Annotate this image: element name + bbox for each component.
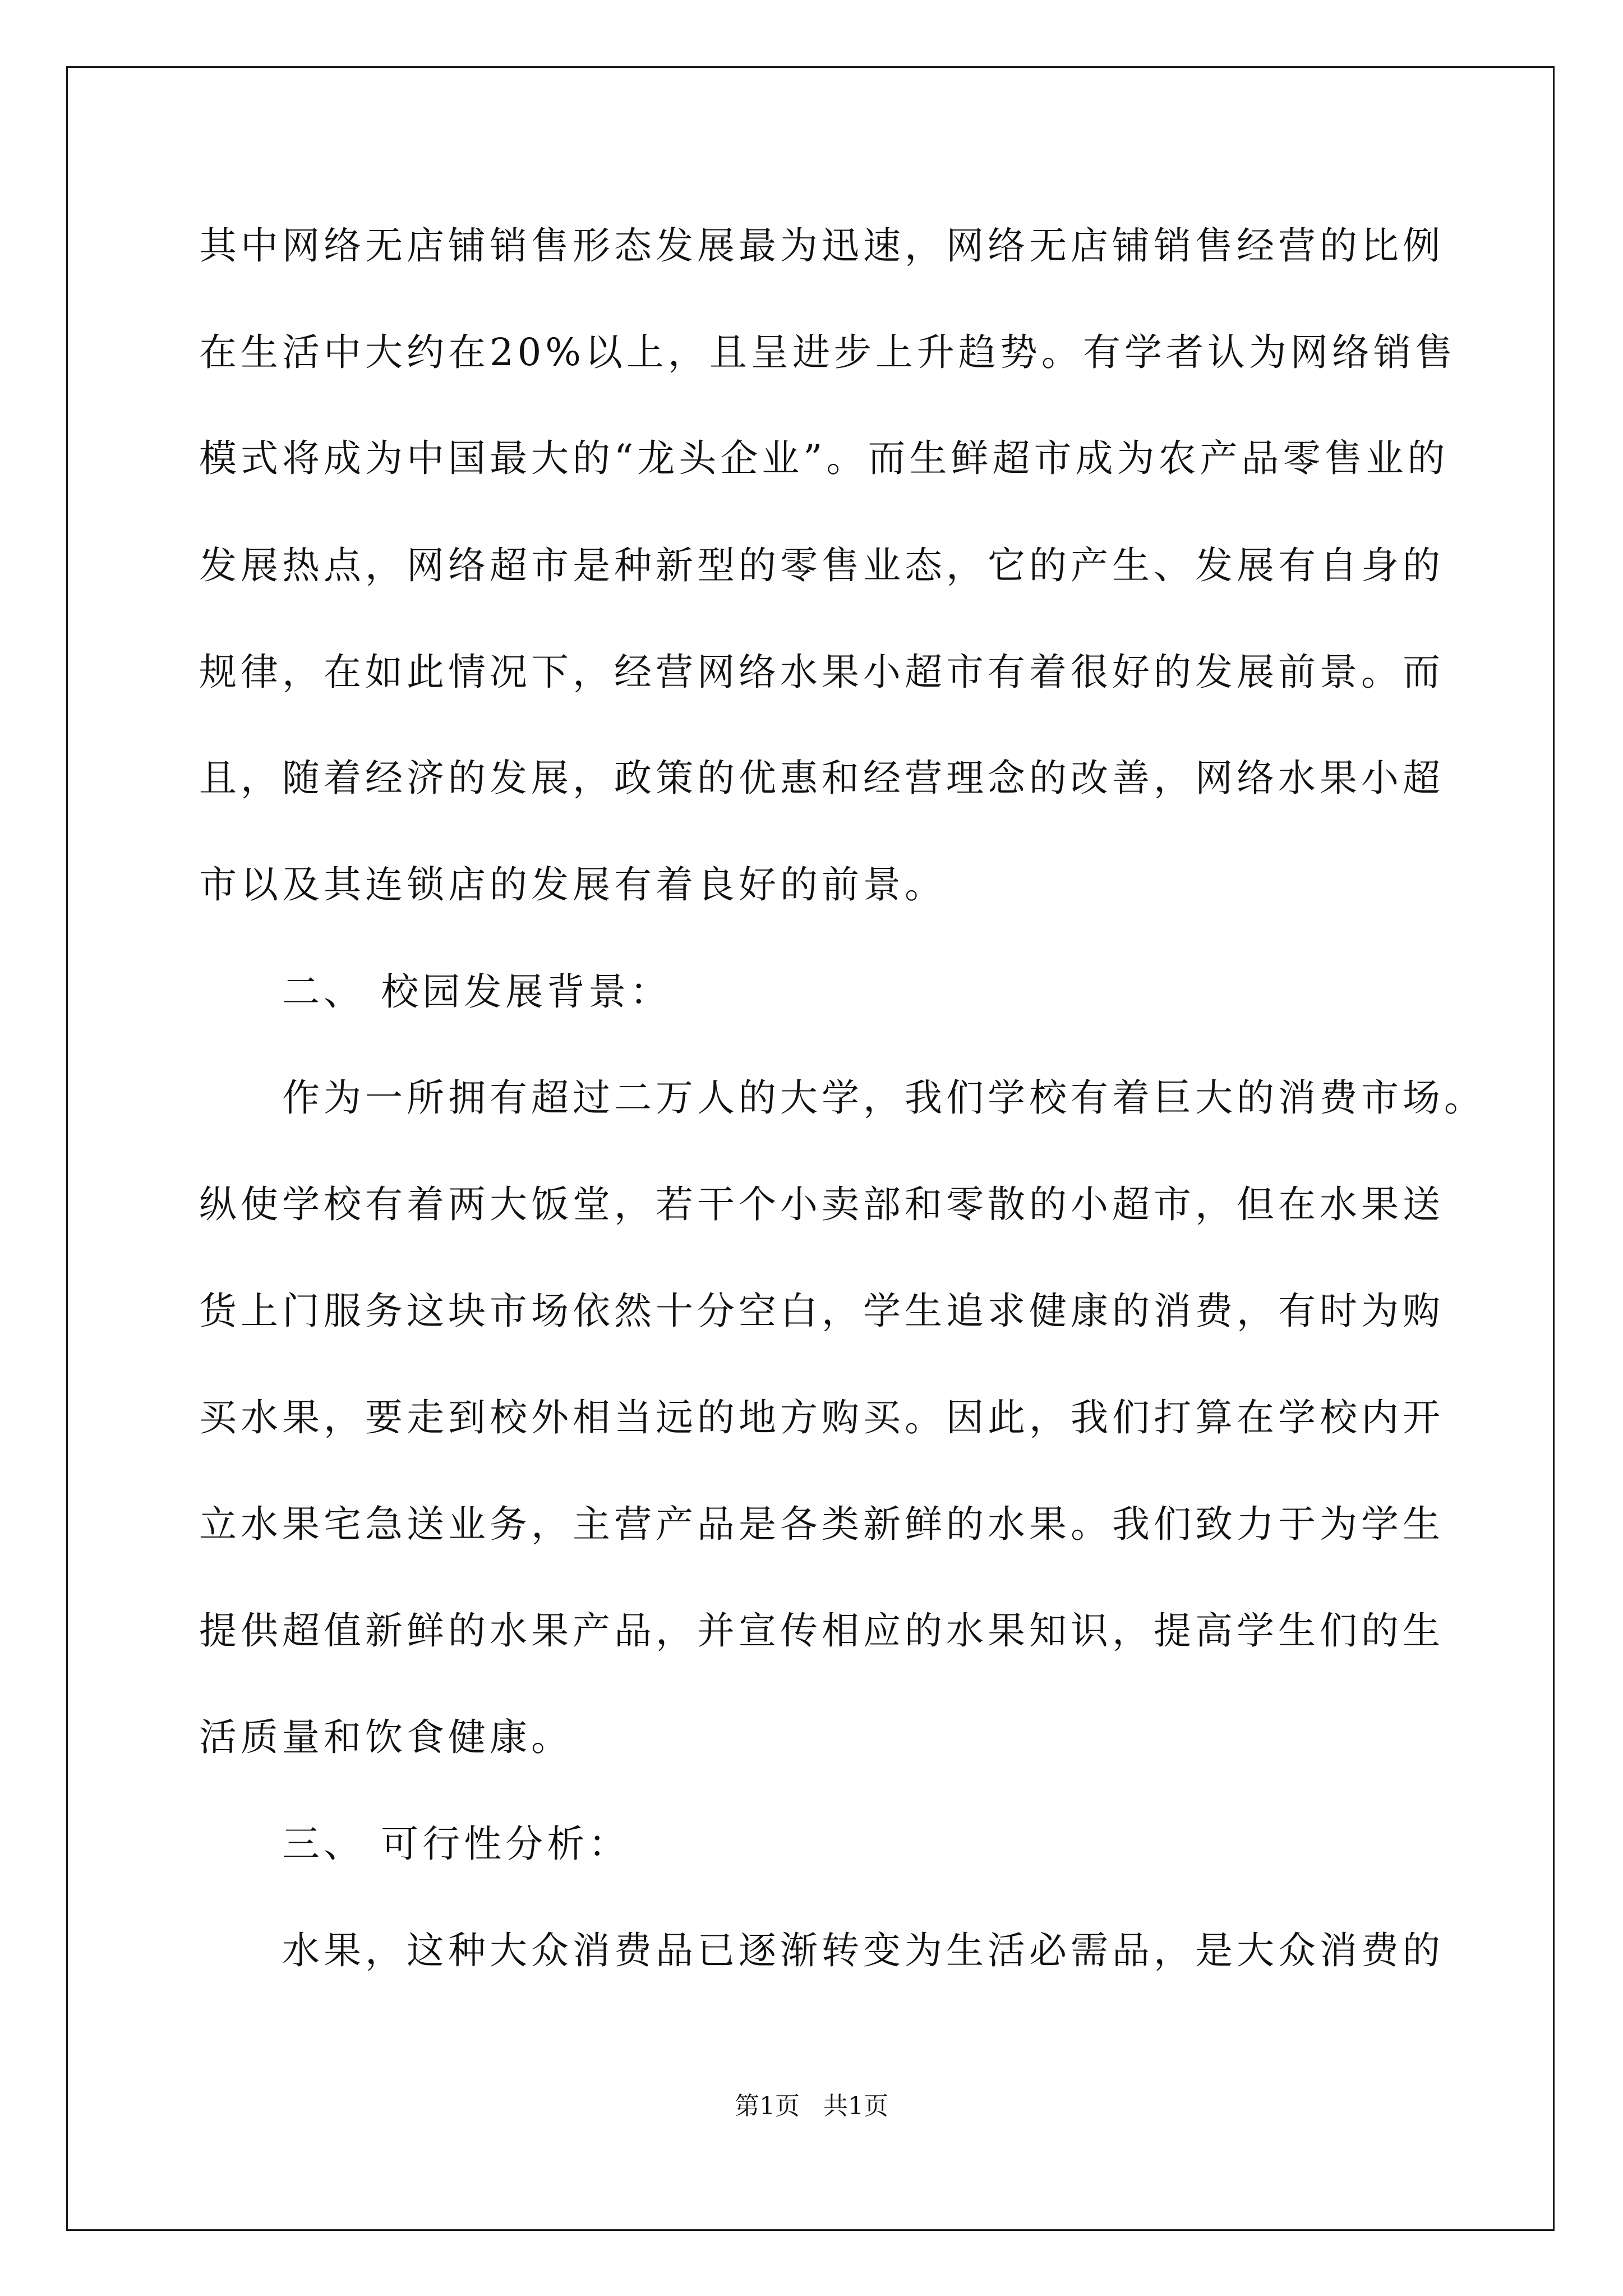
section-heading: 三、 可行性分析： [282, 1822, 630, 1866]
body-text-line: 买水果，要走到校外相当远的地方购买。因此，我们打算在学校内开 [199, 1396, 1444, 1439]
body-text-line: 提供超值新鲜的水果产品，并宣传相应的水果知识，提高学生们的生 [199, 1609, 1444, 1653]
body-text-line: 活质量和饮食健康。 [199, 1715, 573, 1759]
page-number-footer: 第1页 共1页 [735, 2092, 888, 2120]
body-text-line: 发展热点，网络超市是种新型的零售业态，它的产生、发展有自身的 [199, 544, 1444, 587]
body-text-line: 市以及其连锁店的发展有着良好的前景。 [199, 863, 946, 907]
body-text-line: 模式将成为中国最大的“龙头企业”。而生鲜超市成为农产品零售业的 [199, 436, 1449, 480]
body-text-line: 立水果宅急送业务，主营产品是各类新鲜的水果。我们致力于为学生 [199, 1502, 1444, 1546]
body-text-line: 纵使学校有着两大饭堂，若干个小卖部和零散的小超市，但在水果送 [199, 1182, 1444, 1226]
body-text-line: 作为一所拥有超过二万人的大学，我们学校有着巨大的消费市场。 [282, 1076, 1486, 1120]
body-text-line: 其中网络无店铺销售形态发展最为迅速，网络无店铺销售经营的比例 [199, 224, 1444, 268]
body-text-line: 货上门服务这块市场依然十分空白，学生追求健康的消费，有时为购 [199, 1289, 1444, 1333]
body-text-line: 水果，这种大众消费品已逐渐转变为生活必需品，是大众消费的 [282, 1929, 1444, 1972]
body-text-line: 且，随着经济的发展，政策的优惠和经营理念的改善，网络水果小超 [199, 756, 1444, 800]
section-heading: 二、 校园发展背景： [282, 970, 672, 1014]
body-text-line: 规律，在如此情况下，经营网络水果小超市有着很好的发展前景。而 [199, 650, 1444, 694]
page-border [66, 66, 1555, 2231]
body-text-line: 在生活中大约在20%以上，且呈进步上升趋势。有学者认为网络销售 [199, 330, 1456, 374]
